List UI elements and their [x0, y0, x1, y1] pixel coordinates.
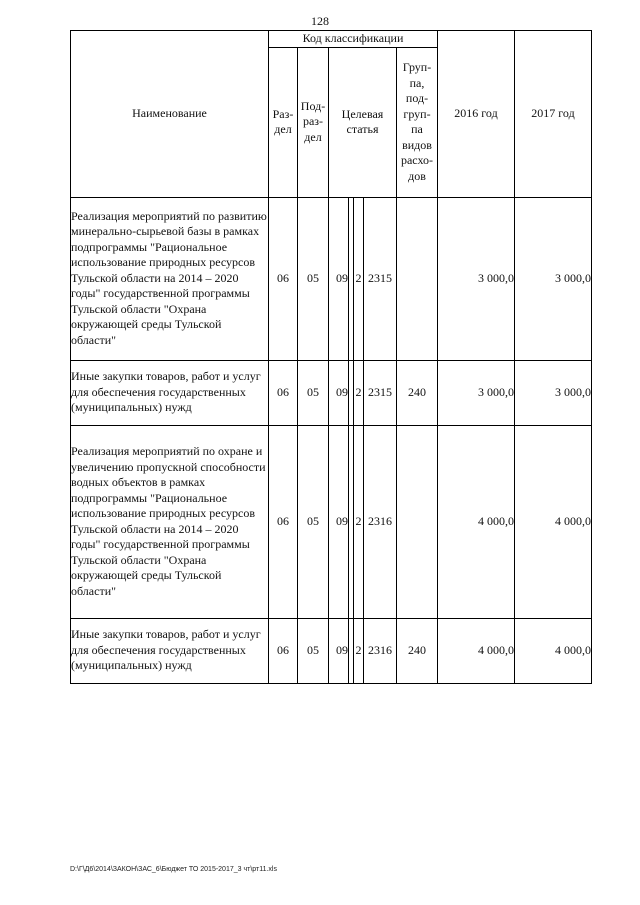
- row-target-program: 09: [329, 425, 349, 618]
- row-target-subprogram: 2: [354, 425, 364, 618]
- header-section: Раз- дел: [269, 47, 298, 197]
- row-amount-2017: 4 000,0: [515, 618, 592, 683]
- row-section: 06: [269, 618, 298, 683]
- row-subsection: 05: [298, 618, 329, 683]
- row-name: Иные закупки товаров, работ и услуг для обеспечения государственных (муниципальных) нужд: [71, 618, 269, 683]
- row-amount-2016: 4 000,0: [438, 618, 515, 683]
- row-target-program: 09: [329, 197, 349, 360]
- header-expense-group: Груп- па, под- груп- па видов расхо- дов: [397, 47, 438, 197]
- row-subsection: 05: [298, 360, 329, 425]
- row-name: Реализация мероприятий по охране и увеличению пропускной способности водных объектов в рамках подпрограммы "Рациональное использование природных ресурсов Тульской области на 2014 – 2020 годы" государственной программы Тульской области "Охрана окружающей среды Тульской области": [71, 425, 269, 618]
- row-target-program: 09: [329, 360, 349, 425]
- row-target-subprogram: 2: [354, 360, 364, 425]
- row-target-direction: 2316: [364, 425, 397, 618]
- row-amount-2017: 3 000,0: [515, 360, 592, 425]
- row-section: 06: [269, 197, 298, 360]
- budget-table: [70, 30, 592, 684]
- row-amount-2016: 3 000,0: [438, 360, 515, 425]
- row-target-direction: 2316: [364, 618, 397, 683]
- page-number: 128: [311, 14, 329, 28]
- row-expense-group: 240: [397, 618, 438, 683]
- header-name: Наименование: [71, 31, 269, 198]
- row-amount-2016: 3 000,0: [438, 197, 515, 360]
- row-section: 06: [269, 360, 298, 425]
- header-target-article: Целевая статья: [329, 47, 397, 197]
- row-target-subprogram: 2: [354, 197, 364, 360]
- header-classification: Код классификации: [269, 31, 438, 48]
- row-target-direction: 2315: [364, 360, 397, 425]
- table-row: [71, 360, 592, 425]
- row-section: 06: [269, 425, 298, 618]
- table-row: [71, 197, 592, 360]
- row-expense-group: 240: [397, 360, 438, 425]
- row-target-program: 09: [329, 618, 349, 683]
- row-subsection: 05: [298, 197, 329, 360]
- row-expense-group: [397, 197, 438, 360]
- header-subsection: Под- раз- дел: [298, 47, 329, 197]
- file-path-footer: D:\Г\Д6\2014\ЗАКОН\ЗАС_6\Бюджет ТО 2015-2017_3 чт\рт11.xls: [70, 866, 277, 873]
- header-row-top: [71, 31, 592, 48]
- header-year-2017: 2017 год: [515, 31, 592, 198]
- row-expense-group: [397, 425, 438, 618]
- row-target-subprogram: 2: [354, 618, 364, 683]
- header-year-2016: 2016 год: [438, 31, 515, 198]
- table-row: [71, 618, 592, 683]
- row-name: Иные закупки товаров, работ и услуг для обеспечения государственных (муниципальных) нужд: [71, 360, 269, 425]
- row-name: Реализация мероприятий по развитию минерально-сырьевой базы в рамках подпрограммы "Рациональное использование природных ресурсов Тульской области на 2014 – 2020 годы" государственной программы Тульской области "Охрана окружающей среды Тульской области": [71, 197, 269, 360]
- row-target-direction: 2315: [364, 197, 397, 360]
- row-amount-2016: 4 000,0: [438, 425, 515, 618]
- row-amount-2017: 4 000,0: [515, 425, 592, 618]
- row-subsection: 05: [298, 425, 329, 618]
- table-row: [71, 425, 592, 618]
- row-amount-2017: 3 000,0: [515, 197, 592, 360]
